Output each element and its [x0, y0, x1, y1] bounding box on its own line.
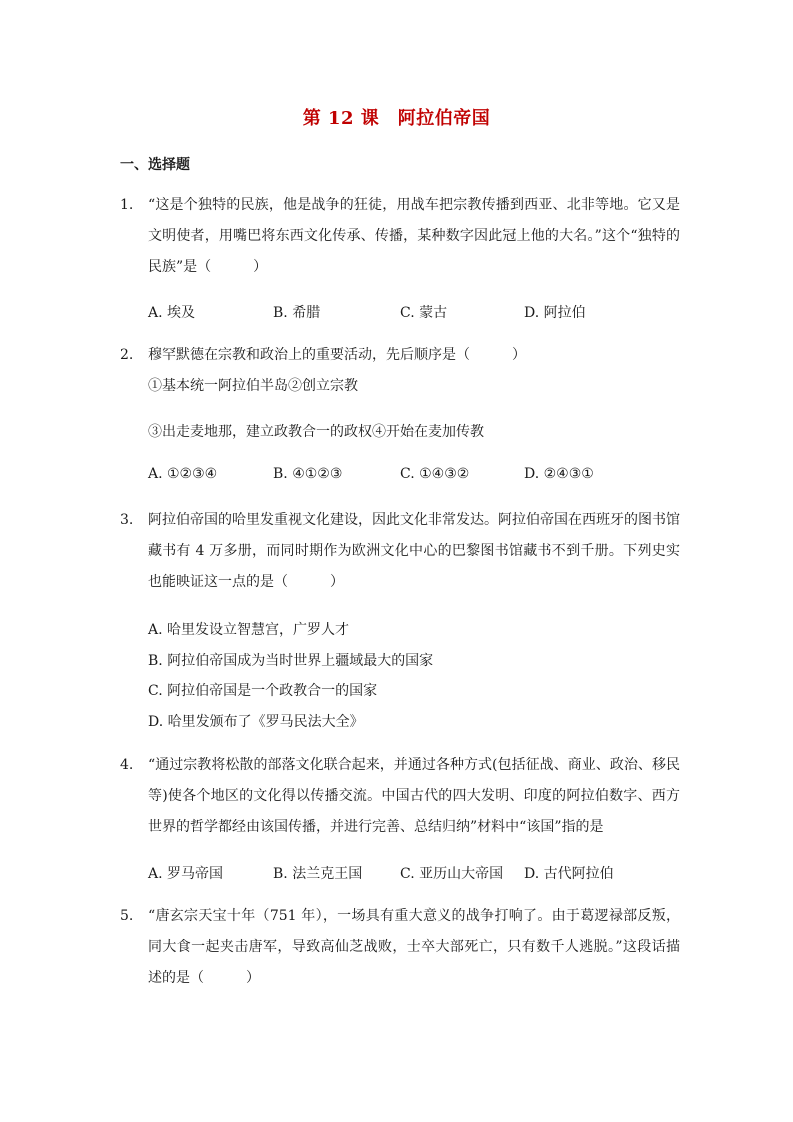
page-title: 第 12 课 阿拉伯帝国: [302, 108, 491, 129]
question-number: 3.: [120, 512, 134, 528]
question-number: 1.: [120, 197, 134, 213]
question-4-options: [148, 863, 688, 883]
question-number: 2.: [120, 347, 134, 363]
option-c: C. 蒙古: [400, 305, 448, 321]
question-1: [120, 190, 680, 283]
question-1-options: [148, 302, 688, 322]
option-a: A. 哈里发设立智慧宫，广罗人才: [148, 622, 350, 638]
option-b: B. ④①②③: [273, 466, 343, 482]
option-d: D. ②④③①: [524, 466, 594, 482]
option-a: A. 罗马帝国: [148, 866, 224, 882]
question-2: [120, 340, 680, 448]
section-heading: 一、选择题: [120, 157, 190, 173]
option-b: B. 法兰克王国: [273, 866, 363, 882]
option-c: C. 亚历山大帝国: [400, 866, 504, 882]
question-stem: “这是个独特的民族，他是战争的狂徒，用战车把宗教传播到西亚、北非等地。它又是文明使者，用嘴巴将东西文化传承、传播，某种数字因此冠上他的大名。”这个“独特的民族”是（ ）: [148, 197, 680, 275]
question-statement: ③出走麦地那，建立政教合一的政权④开始在麦加传教: [148, 424, 484, 440]
option-d: D. 阿拉伯: [524, 305, 586, 321]
option-d: D. 古代阿拉伯: [524, 866, 614, 882]
question-number: 5.: [120, 908, 134, 924]
question-5: [120, 901, 680, 994]
option-c: C. 阿拉伯帝国是一个政教合一的国家: [148, 683, 378, 699]
option-d: D. 哈里发颁布了《罗马民法大全》: [148, 714, 364, 730]
question-stem: “通过宗教将松散的部落文化联合起来，并通过各种方式(包括征战、商业、政治、移民等)使各个地区的文化得以传播交流。中国古代的四大发明、印度的阿拉伯数字、西方世界的哲学都经由该国传播，并进行完善、总结归纳”材料中“该国”指的是: [148, 757, 680, 835]
option-b: B. 希腊: [273, 305, 321, 321]
option-a: A. 埃及: [148, 305, 196, 321]
question-4: [120, 750, 680, 843]
question-stem: 穆罕默德在宗教和政治上的重要活动，先后顺序是（ ）: [148, 347, 526, 363]
question-number: 4.: [120, 757, 134, 773]
question-statement: ①基本统一阿拉伯半岛②创立宗教: [148, 378, 358, 394]
question-3: [120, 505, 680, 598]
question-stem: 阿拉伯帝国的哈里发重视文化建设，因此文化非常发达。阿拉伯帝国在西班牙的图书馆藏书有 4 万多册，而同时期作为欧洲文化中心的巴黎图书馆藏书不到千册。下列史实也能映证这一点的是（ ）: [148, 512, 680, 590]
question-stem: “唐玄宗天宝十年（751 年），一场具有重大意义的战争打响了。由于葛逻禄部反叛，同大食一起夹击唐军，导致高仙芝战败，士卒大部死亡，只有数千人逃脱。”这段话描述的是（ ）: [148, 908, 680, 986]
question-2-options: [148, 466, 688, 486]
option-a: A. ①②③④: [148, 466, 218, 482]
option-c: C. ①④③②: [400, 466, 470, 482]
option-b: B. 阿拉伯帝国成为当时世界上疆域最大的国家: [148, 653, 434, 669]
